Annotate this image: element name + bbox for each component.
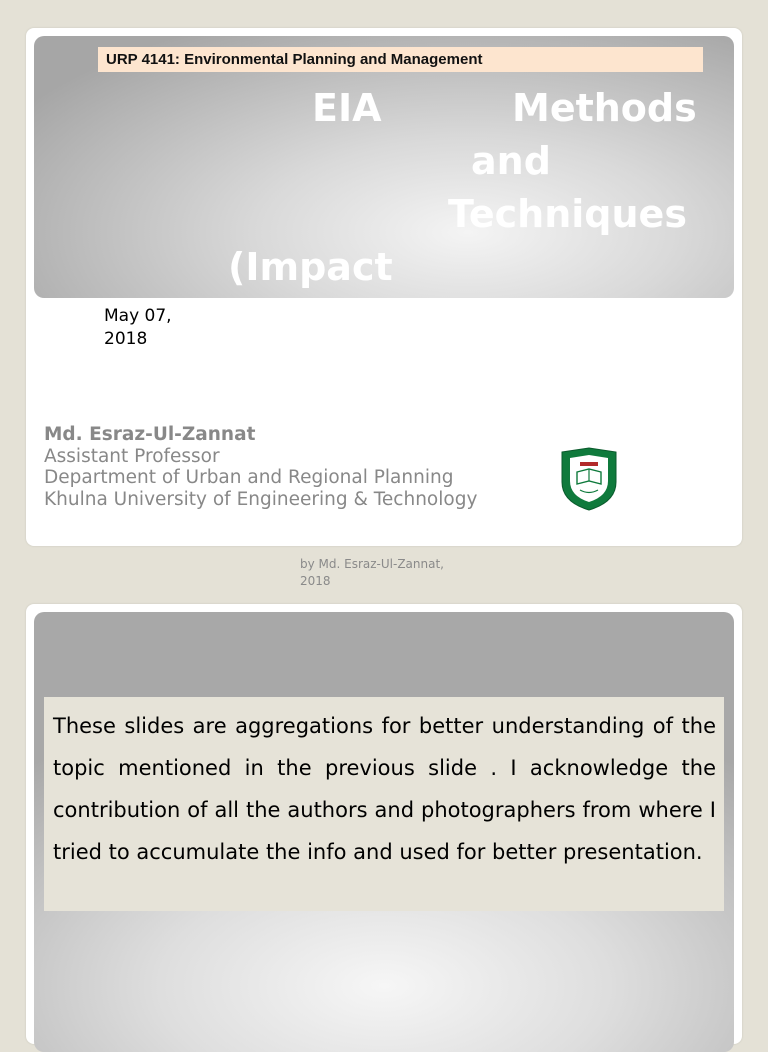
title-word-methods: Methods <box>512 86 697 130</box>
author-university: Khulna University of Engineering & Technology <box>44 488 478 510</box>
title-word-eia: EIA <box>312 86 382 130</box>
author-info <box>44 424 477 510</box>
slide-footer: by Md. Esraz-Ul-Zannat, 2018 <box>300 557 444 588</box>
author-position: Assistant Professor <box>44 445 220 467</box>
author-department: Department of Urban and Regional Planning <box>44 467 454 488</box>
university-logo-icon <box>558 446 620 512</box>
title-banner <box>34 36 734 298</box>
course-label: URP 4141: Environmental Planning and Management <box>98 47 703 72</box>
title-slide <box>26 28 742 546</box>
title-word-techniques: Techniques <box>448 192 687 236</box>
title-word-and: and <box>471 139 551 183</box>
acknowledgement-text: These slides are aggregations for better understanding of the topic mentioned in the previous slide . I acknowledge the contribution of all the authors and photographers from where I tried to accumulate the info and used for better presentation. <box>44 697 724 911</box>
presentation-date <box>104 305 224 351</box>
date-line-2: 2018 <box>104 329 148 349</box>
date-line-1: May 07, <box>104 306 172 326</box>
author-name: Md. Esraz-Ul-Zannat <box>44 424 256 445</box>
title-word-impact: (Impact <box>228 245 393 289</box>
